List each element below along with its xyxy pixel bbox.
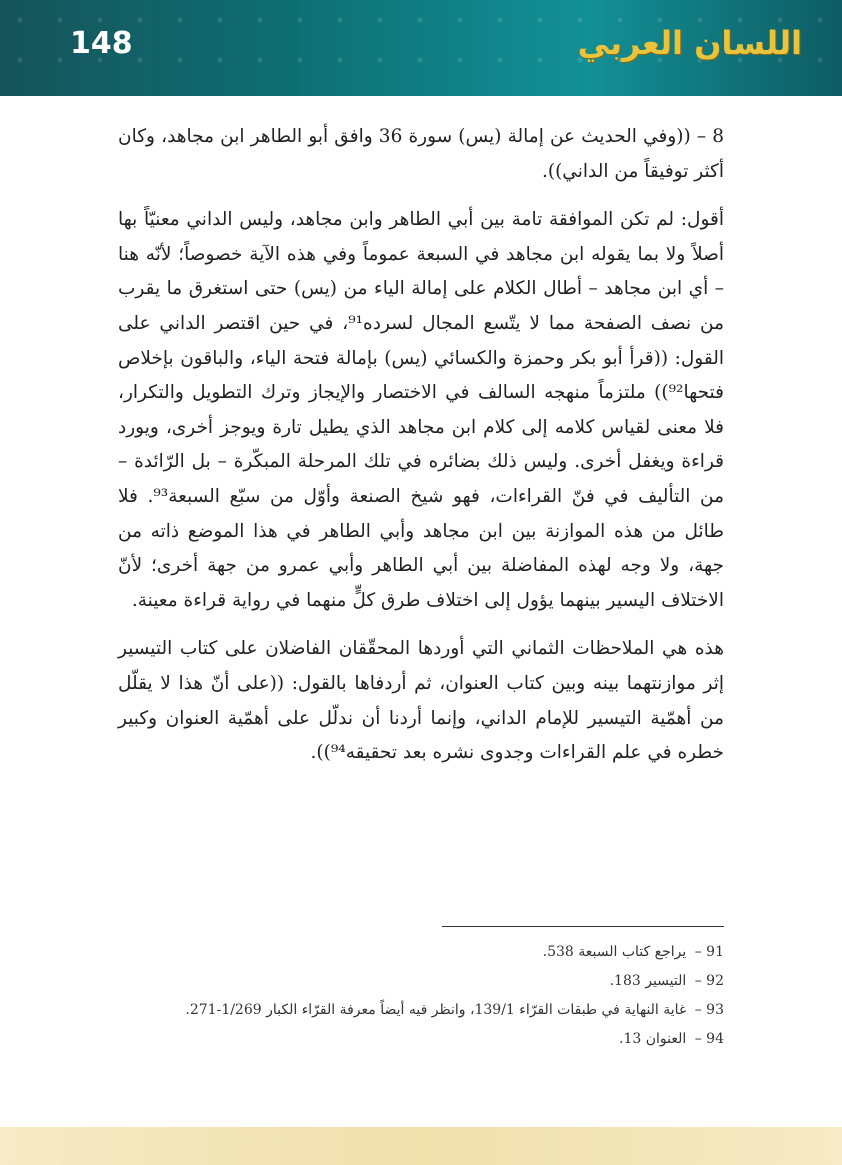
footnote-number: 94 –	[694, 1031, 724, 1047]
footnote-text: غاية النهاية في طبقات القرّاء 139/1، وانظر فيه أيضاً معرفة القرّاء الكبار 1/269-271.	[185, 1002, 687, 1018]
footnote	[118, 938, 724, 967]
page-footer-band	[0, 1127, 842, 1165]
journal-logo: اللسان العربي	[577, 24, 802, 62]
footnote-number: 91 –	[694, 944, 724, 960]
footnote	[118, 996, 724, 1025]
paragraph: هذه هي الملاحظات الثماني التي أوردها المحقّقان الفاضلان على كتاب التيسير إثر موازنتهما بينه وبين كتاب العنوان، ثم أردفاها بالقول: ((على أنّ هذا لا يقلّل من أهمّية التيسير للإمام الداني، وإنما أردنا أن ندلّل على أهمّية العنوان وكبير خطره في علم القراءات وجدوى نشره بعد تحقيقه⁹⁴)).	[118, 638, 724, 764]
paragraph: 8 – ((وفي الحديث عن إمالة (يس) سورة 36 وافق أبو الطاهر ابن مجاهد، وكان أكثر توفيقاً من الداني)).	[118, 126, 725, 182]
footnote-text: التيسير 183.	[609, 973, 687, 989]
page-number: 148	[70, 26, 133, 61]
footnote-number: 93 –	[694, 1002, 724, 1018]
footnote	[118, 1025, 724, 1054]
footnote-text: العنوان 13.	[618, 1031, 687, 1047]
footnote-text: يراجع كتاب السبعة 538.	[542, 944, 687, 960]
paragraph: أقول: لم تكن الموافقة تامة بين أبي الطاهر وابن مجاهد، وليس الداني معنيّاً بها أصلاً ولا بما يقوله ابن مجاهد في السبعة عموماً وفي هذه الآية خصوصاً؛ لأنّه هنا – أي ابن مجاهد – أطال الكلام على إمالة الياء من (يس) حتى استغرق ما يقرب من نصف الصفحة مما لا يتّسع المجال لسرده⁹¹، في حين اقتصر الداني على القول: ((قرأ أبو بكر وحمزة والكسائي (يس) بإمالة فتحة الياء، والباقون بإخلاص فتحها⁹²)) ملتزماً منهجه السالف في الاختصار والإيجاز وترك التطويل والتكرار، فلا معنى لقياس كلامه إلى كلام ابن مجاهد الذي يطيل تارة ويوجز أخرى، ويورد قراءة ويغفل أخرى. وليس ذلك بضائره في تلك المرحلة المبكّرة – بل الرّائدة – من التأليف في فنّ القراءات، فهو شيخ الصنعة وأوّل من سبّع السبعة⁹³. فلا طائل من هذه الموازنة بين ابن مجاهد وأبي الطاهر في هذا الموضع ذاته من جهة، ولا وجه لهذه المفاضلة بين أبي الطاهر وأبي عمرو من جهة أخرى؛ لأنّ الاختلاف اليسير بينهما يؤول إلى اختلاف طرق كلٍّ منهما في رواية قراءة معينة.	[118, 209, 724, 611]
footnote-divider	[442, 926, 724, 927]
footnote-number: 92 –	[694, 973, 724, 989]
footnote	[118, 967, 724, 996]
body-text	[118, 120, 724, 785]
page-header	[0, 0, 842, 96]
